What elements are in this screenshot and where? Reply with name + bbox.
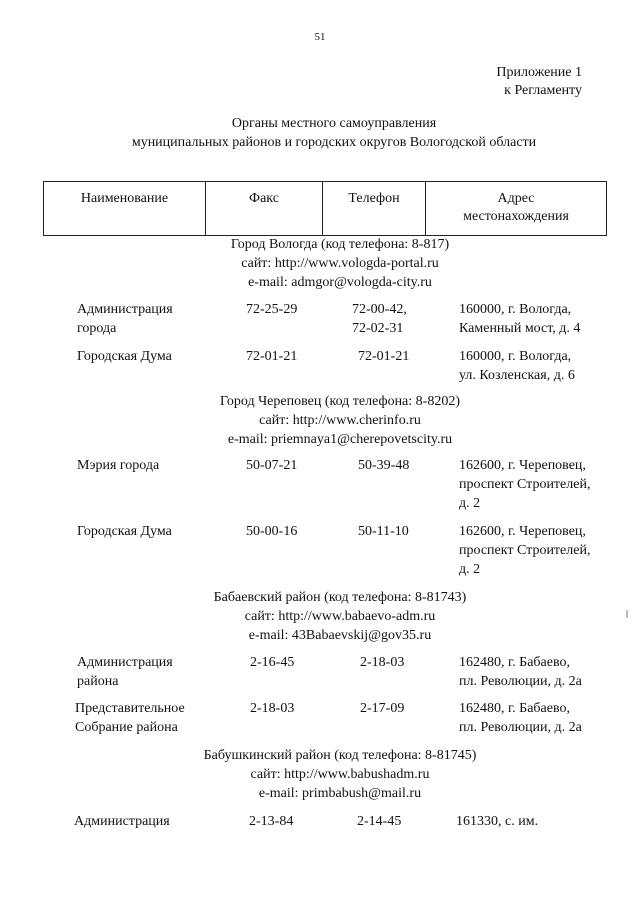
entry-fax: 2-13-84 [249,814,294,829]
entry-name: Администрация города [77,302,173,336]
table-row [0,456,640,522]
entry-name: Мэрия города [77,458,160,473]
scan-mark [626,610,628,618]
entry-fax: 50-00-16 [246,524,298,539]
column-header-phone: Телефон [323,182,426,236]
column-header-name: Наименование [44,182,206,236]
entry-phone: 72-01-21 [358,349,410,364]
section-site: сайт: http://www.babushadm.ru [250,767,430,782]
entry-phone: 72-00-42, 72-02-31 [352,302,407,336]
section-heading: Бабушкинский район (код телефона: 8-81745) [203,748,477,763]
entry-fax: 50-07-21 [246,458,298,473]
address-header-line-2: местонахождения [463,209,569,224]
entry-phone: 2-17-09 [360,701,405,716]
page-number: 51 [314,31,326,43]
entry-fax: 2-16-45 [250,655,295,670]
section-site: сайт: http://www.babaevo-adm.ru [244,609,436,624]
section-email: e-mail: priemnaya1@cherepovetscity.ru [227,432,453,447]
document-title [0,114,640,152]
entry-address: 162600, г. Череповец, проспект Строителей, д. 2 [459,458,591,511]
entry-phone: 50-11-10 [358,524,409,539]
entry-address: 162480, г. Бабаево, пл. Революции, д. 2а [459,701,582,735]
title-line-1: Органы местного самоуправления [231,116,437,131]
section-site: сайт: http://www.cherinfo.ru [259,413,421,428]
section-header [40,588,640,645]
section-heading: Город Вологда (код телефона: 8-817) [230,237,450,252]
section-email: e-mail: 43Babaevskij@gov35.ru [248,628,432,643]
entry-address: 162480, г. Бабаево, пл. Революции, д. 2а [459,655,582,689]
entry-name: Городская Дума [77,349,172,364]
section-heading: Город Череповец (код телефона: 8-8202) [219,394,460,409]
table-row [0,653,640,699]
table-row [0,347,640,392]
column-header-fax: Факс [206,182,323,236]
section-header [40,746,640,803]
entry-address: 160000, г. Вологда, ул. Козленская, д. 6 [459,349,575,383]
column-header-address [426,182,607,236]
table-row [0,699,640,746]
entry-phone: 50-39-48 [358,458,410,473]
section-email: e-mail: admgor@vologda-city.ru [248,275,432,290]
appendix-note [496,64,582,100]
entry-fax: 2-18-03 [250,701,295,716]
entry-name: Городская Дума [77,524,172,539]
entry-phone: 2-14-45 [357,814,402,829]
appendix-line-2: к Регламенту [504,83,582,98]
section-email: e-mail: primbabush@mail.ru [258,786,422,801]
section-header [40,235,640,292]
address-header-line-1: Адрес [497,191,535,206]
entry-name: Администрация [74,814,170,829]
table-row [0,300,640,347]
entry-name: Представительное Собрание района [75,701,185,735]
section-heading: Бабаевский район (код телефона: 8-81743) [213,590,467,605]
table-row [0,522,640,588]
title-line-2: муниципальных районов и городских округов Вологодской области [131,135,537,150]
entry-fax: 72-25-29 [246,302,298,317]
table-header [43,181,607,236]
directory-content [0,235,640,836]
section-site: сайт: http://www.vologda-portal.ru [241,256,439,271]
entry-fax: 72-01-21 [246,349,298,364]
entry-address: 162600, г. Череповец, проспект Строителей, д. 2 [459,524,591,577]
entry-name: Администрация района [77,655,173,689]
section-header [40,392,640,449]
entry-phone: 2-18-03 [360,655,405,670]
table-row [0,812,640,836]
entry-address: 160000, г. Вологда, Каменный мост, д. 4 [459,302,581,336]
appendix-line-1: Приложение 1 [496,65,582,80]
entry-address: 161330, с. им. [456,814,539,829]
